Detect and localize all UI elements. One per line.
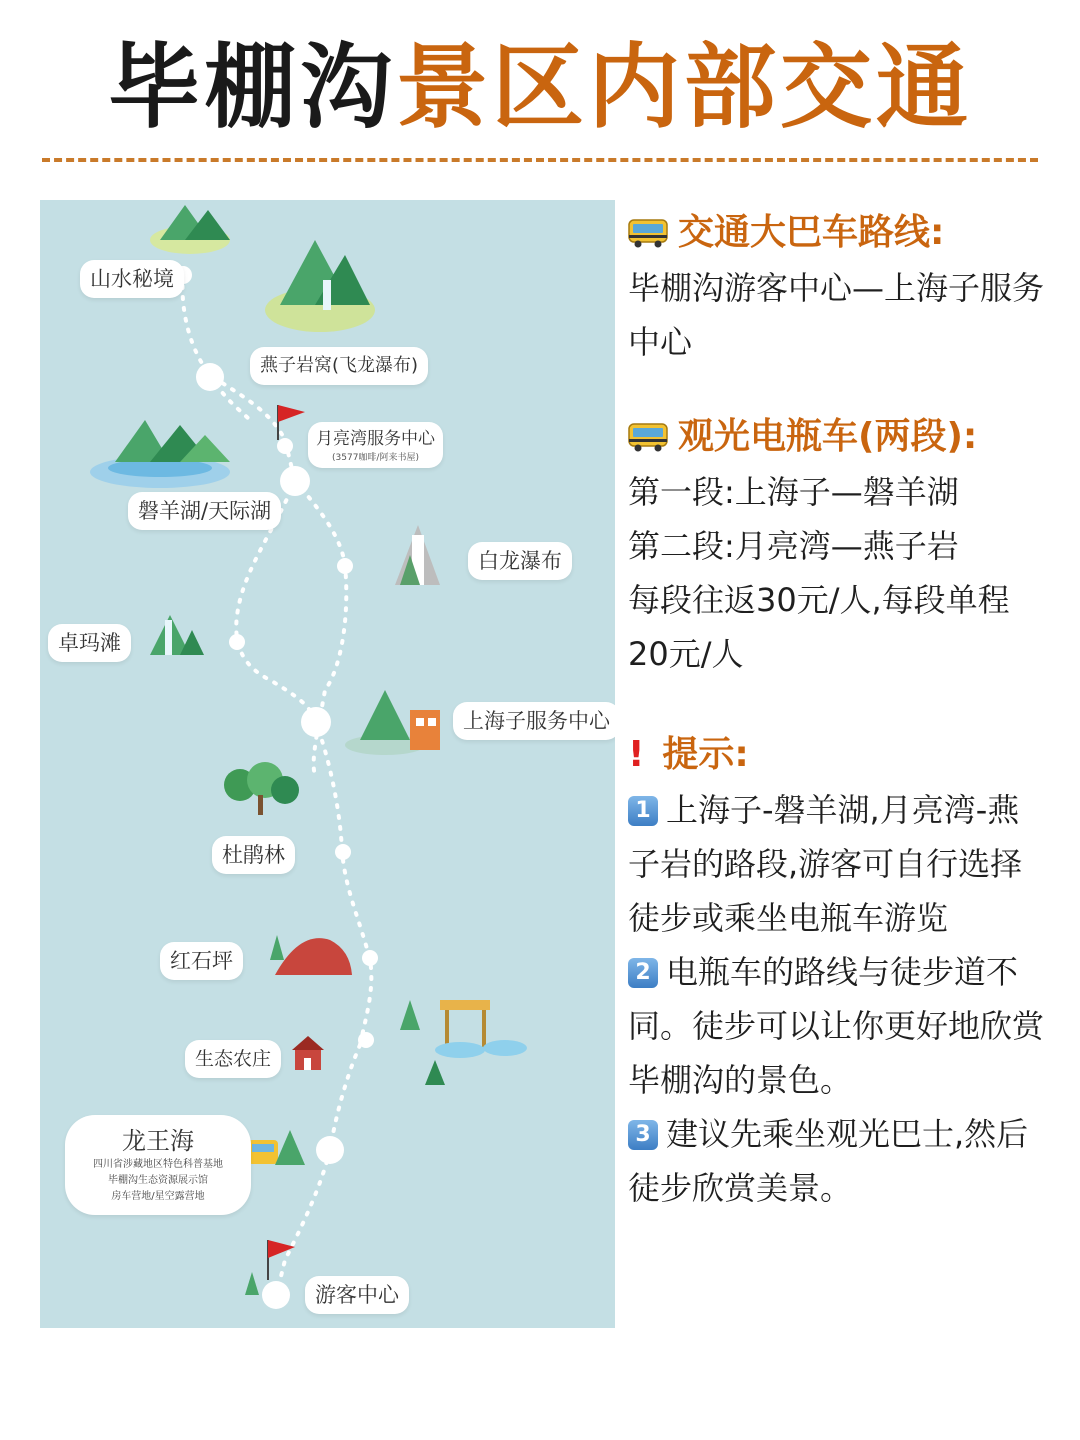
tips-title-text: 提示: — [662, 734, 749, 775]
bus-route-text: 毕棚沟游客中心—上海子服务中心 — [628, 269, 1045, 361]
spot-label-longwanghai-main: 龙王海 — [122, 1127, 194, 1155]
tip-item-3 — [628, 1107, 1048, 1215]
bus-icon — [628, 218, 668, 248]
spot-label-dujuanlin: 杜鹃林 — [212, 836, 295, 874]
white-waterfall-icon — [395, 525, 440, 585]
bus-icon — [628, 422, 668, 452]
exclamation-icon: ! — [628, 734, 645, 775]
cart-price: 每段往返30元/人,每段单程20元/人 — [628, 581, 1010, 673]
scenic-map — [40, 200, 615, 1328]
tip-item-1 — [628, 783, 1048, 945]
spot-label-shanshui: 山水秘境 — [80, 260, 184, 298]
bus-icon — [248, 1130, 305, 1165]
red-rock-icon — [270, 935, 352, 975]
service-center-icon — [345, 690, 440, 755]
spot-label-panyanghu: 磐羊湖/天际湖 — [128, 492, 281, 530]
spot-label-shengtai: 生态农庄 — [185, 1040, 281, 1078]
spot-label-hongshiping: 红石坪 — [160, 942, 243, 980]
tree-icon — [224, 762, 299, 815]
title-part1: 毕棚沟 — [107, 34, 396, 141]
title-part2: 景区内部交通 — [396, 34, 973, 141]
spot-label-yueliangwan-main: 月亮湾服务中心 — [316, 429, 435, 449]
waterfall-mountain-icon — [265, 240, 375, 332]
spot-label-yueliangwan-sub: (3577咖啡/阿来书屋) — [332, 453, 419, 463]
page-title — [0, 34, 1080, 141]
cart-title-text: 观光电瓶车(两段): — [678, 416, 978, 457]
tips-section-title — [628, 727, 1048, 783]
spot-label-longwanghai — [65, 1115, 251, 1215]
spot-label-yueliangwan — [308, 422, 443, 468]
spot-label-longwanghai-sub2: 毕棚沟生态资源展示馆 — [108, 1175, 208, 1186]
spot-label-yanziyan: 燕子岩窝(飞龙瀑布) — [250, 347, 428, 385]
lake-icon — [90, 420, 230, 488]
tip-text-1: 上海子-磐羊湖,月亮湾-燕子岩的路段,游客可自行选择徒步或乘坐电瓶车游览 — [628, 791, 1023, 937]
info-panel — [628, 205, 1048, 1215]
cart-section-title — [628, 409, 1048, 465]
number-2-icon: 2 — [628, 958, 658, 988]
bus-title-text: 交通大巴车路线: — [678, 212, 945, 253]
tip-text-3: 建议先乘坐观光巴士,然后徒步欣赏美景。 — [628, 1115, 1029, 1207]
tip-item-2 — [628, 945, 1048, 1107]
hot-spring-icon — [400, 1000, 527, 1085]
small-waterfall-icon — [150, 615, 204, 655]
spot-label-longwanghai-sub3: 房车营地/星空露营地 — [111, 1191, 205, 1202]
spot-label-longwanghai-sub1: 四川省涉藏地区特色科普基地 — [93, 1159, 223, 1170]
cart-line-2: 第二段:月亮湾—燕子岩 — [628, 527, 959, 565]
spot-label-shanghaizi: 上海子服务中心 — [453, 702, 615, 740]
spot-label-zhuomatan: 卓玛滩 — [48, 624, 131, 662]
tip-text-2: 电瓶车的路线与徒步道不同。徒步可以让你更好地欣赏毕棚沟的景色。 — [628, 953, 1045, 1099]
bus-section-title — [628, 205, 1048, 261]
farm-icon — [292, 1036, 324, 1070]
spot-label-bailong: 白龙瀑布 — [468, 542, 572, 580]
dashed-divider — [42, 158, 1038, 162]
number-1-icon: 1 — [628, 796, 658, 826]
mountain-icon — [150, 205, 230, 254]
cart-line-1: 第一段:上海子—磐羊湖 — [628, 473, 959, 511]
spot-label-youke: 游客中心 — [305, 1276, 409, 1314]
number-3-icon: 3 — [628, 1120, 658, 1150]
